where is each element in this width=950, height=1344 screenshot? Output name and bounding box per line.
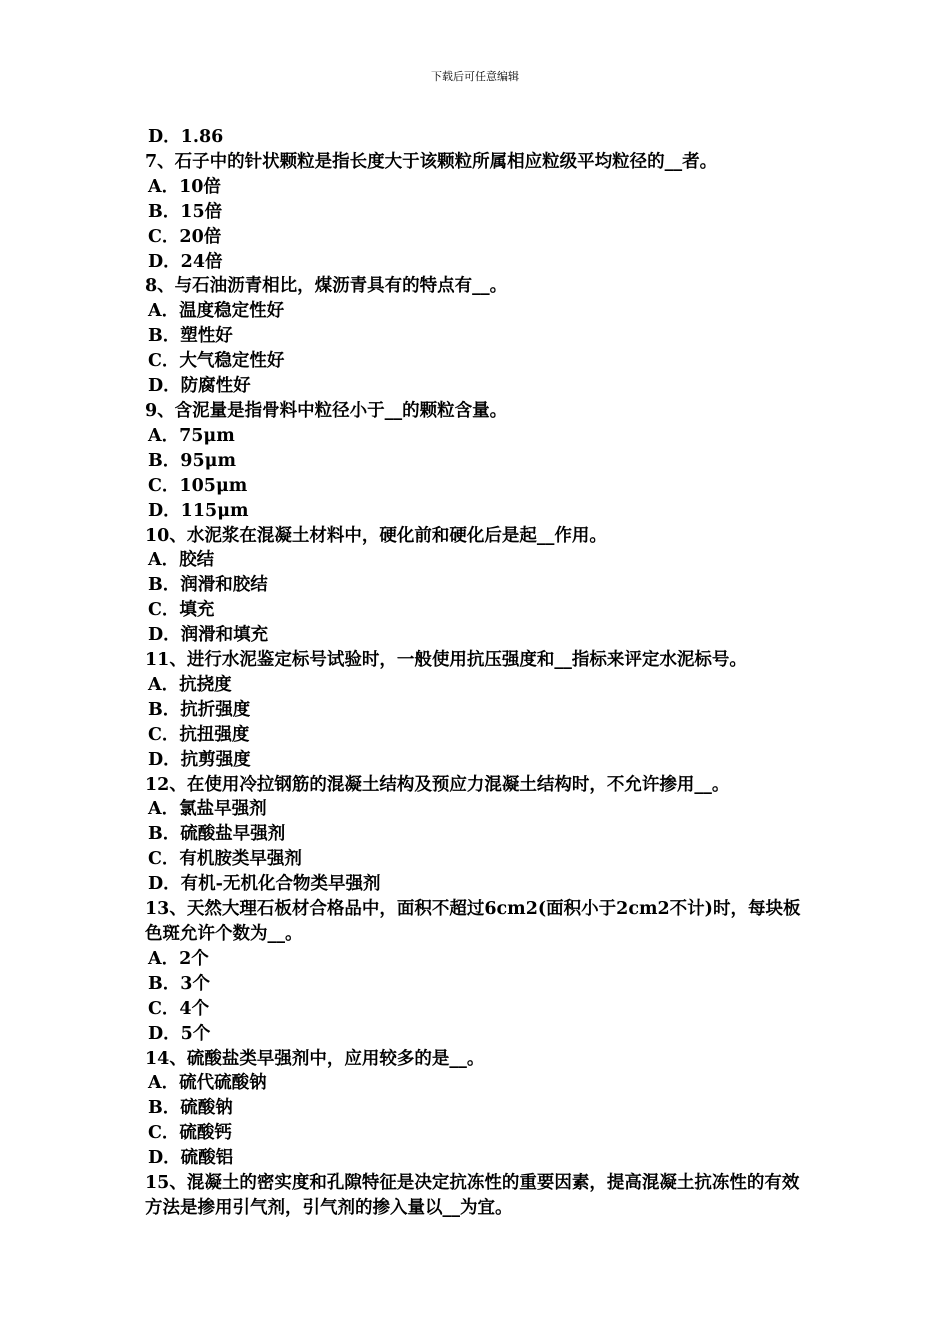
option-item: A．温度稳定性好 bbox=[148, 301, 285, 322]
question-text: 11、进行水泥鉴定标号试验时，一般使用抗压强度和__指标来评定水泥标号。 bbox=[145, 650, 747, 671]
question-block bbox=[145, 897, 810, 1046]
option-item: C．硫酸钙 bbox=[148, 1123, 232, 1144]
option-item: B．3个 bbox=[148, 973, 210, 994]
option-item: B．抗折强度 bbox=[148, 699, 251, 720]
question-text: 10、水泥浆在混凝土材料中，硬化前和硬化后是起__作用。 bbox=[145, 525, 607, 546]
option-item: C．4个 bbox=[148, 998, 210, 1019]
option-item: D．1.86 bbox=[148, 127, 224, 147]
option-item: D．24倍 bbox=[148, 251, 223, 272]
option-item: B．硫酸盐早强剂 bbox=[148, 824, 286, 845]
option-item: A．10倍 bbox=[148, 176, 221, 197]
option-item: A．胶结 bbox=[148, 550, 215, 571]
question-block bbox=[145, 773, 810, 898]
question-block bbox=[145, 150, 810, 275]
option-item: D．5个 bbox=[148, 1023, 211, 1044]
option-item: D．抗剪强度 bbox=[148, 749, 251, 770]
option-item: C．有机胺类早强剂 bbox=[148, 849, 302, 870]
page-header: 下载后可任意编辑 bbox=[431, 70, 519, 83]
option-item: B．润滑和胶结 bbox=[148, 575, 268, 596]
question-text: 7、石子中的针状颗粒是指长度大于该颗粒所属相应粒级平均粒径的__者。 bbox=[145, 151, 718, 172]
option-item: A．氯盐早强剂 bbox=[148, 799, 267, 820]
option-item: D．硫酸铝 bbox=[148, 1148, 234, 1169]
option-item: D．115μm bbox=[148, 500, 249, 521]
question-text: 15、混凝土的密实度和孔隙特征是决定抗冻性的重要因素，提高混凝土抗冻性的有效方法是掺用引气剂，引气剂的掺入量以__为宜。 bbox=[145, 1173, 800, 1218]
option-item: B．硫酸钠 bbox=[148, 1098, 233, 1119]
question-block bbox=[145, 524, 810, 649]
question-list bbox=[145, 125, 810, 1221]
option-item: C．20倍 bbox=[148, 226, 222, 247]
option-item: D．有机-无机化合物类早强剂 bbox=[148, 874, 381, 895]
questions-container bbox=[145, 150, 810, 1221]
question-text: 8、与石油沥青相比，煤沥青具有的特点有__。 bbox=[145, 276, 508, 297]
question-block bbox=[145, 1047, 810, 1172]
option-item: A．75μm bbox=[148, 425, 235, 446]
option-item: C．抗扭强度 bbox=[148, 724, 250, 745]
option-item: C．105μm bbox=[148, 475, 248, 496]
option-item: B．15倍 bbox=[148, 201, 223, 222]
option-item: A．2个 bbox=[148, 948, 209, 969]
option-item: D．防腐性好 bbox=[148, 376, 251, 397]
option-item: A．抗挠度 bbox=[148, 674, 232, 695]
question-block bbox=[145, 648, 810, 773]
option-item: C．大气稳定性好 bbox=[148, 351, 285, 372]
question-text: 9、含泥量是指骨料中粒径小于__的颗粒含量。 bbox=[145, 400, 508, 421]
option-item: B．95μm bbox=[148, 450, 236, 471]
question-block bbox=[145, 399, 810, 524]
question-block bbox=[145, 274, 810, 399]
option-item: C．填充 bbox=[148, 600, 215, 621]
option-item: B．塑性好 bbox=[148, 326, 233, 347]
question-text: 12、在使用冷拉钢筋的混凝土结构及预应力混凝土结构时，不允许掺用__。 bbox=[145, 774, 730, 795]
question-block bbox=[145, 1171, 810, 1221]
question-text: 14、硫酸盐类早强剂中，应用较多的是__。 bbox=[145, 1048, 485, 1069]
option-item: D．润滑和填充 bbox=[148, 625, 269, 646]
question-text: 13、天然大理石板材合格品中，面积不超过6cm2(面积小于2cm2不计)时，每块板色斑允许个数为__。 bbox=[145, 899, 801, 944]
option-item: A．硫代硫酸钠 bbox=[148, 1073, 267, 1094]
